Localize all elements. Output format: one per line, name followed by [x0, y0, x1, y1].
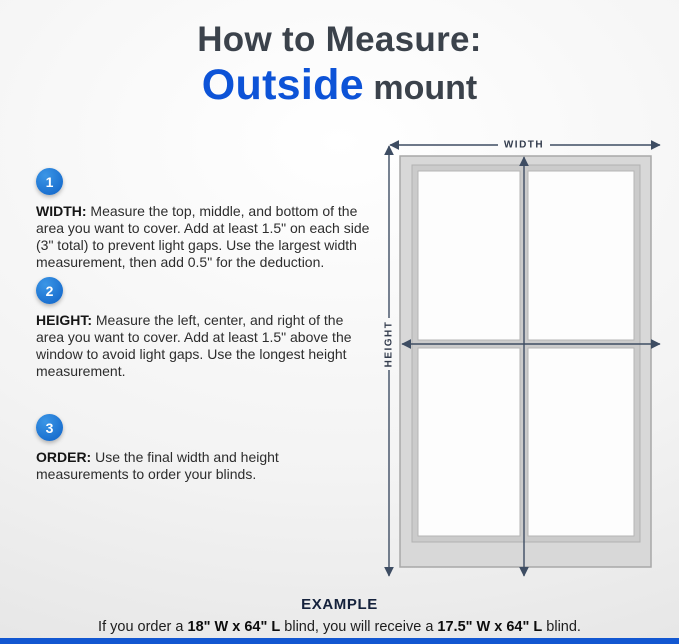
step-3-body: Use the final width and height measurements to order your blinds. [36, 449, 279, 482]
step-order [36, 414, 376, 483]
example-order-size: 18" W x 64" L [187, 619, 281, 635]
title-highlight-outside: Outside [201, 61, 364, 109]
window-pane-top-right [528, 171, 634, 340]
step-2-text [36, 312, 374, 380]
step-2-body: Measure the left, center, and right of the area you want to cover. Add at least 1.5" above the window to avoid light gaps. Use the longest height measurement. [36, 312, 352, 379]
window-pane-bottom-right [528, 348, 634, 536]
window-measurement-diagram [378, 132, 673, 594]
step-2-number-badge: 2 [36, 277, 63, 304]
step-height [36, 277, 376, 380]
example-text [0, 619, 679, 635]
page-title [0, 20, 679, 110]
step-3-text [36, 449, 374, 483]
step-1-body: Measure the top, middle, and bottom of the area you want to cover. Add at least 1.5" on each side (3" total) to prevent light gaps. Use the largest width measurement, then add 0.5" for the deduction. [36, 203, 370, 270]
title-line-1: How to Measure: [197, 20, 482, 59]
height-dimension-label: HEIGHT [383, 320, 395, 368]
width-dimension-label: WIDTH [503, 139, 545, 151]
step-3-label: ORDER: [36, 449, 92, 465]
example-prefix: If you order a [98, 619, 188, 635]
title-rest-mount: mount [363, 69, 478, 107]
window-pane-bottom-left [418, 348, 520, 536]
title-line-2 [0, 61, 679, 110]
window-pane-top-left [418, 171, 520, 340]
step-1-text [36, 203, 374, 271]
example-section [0, 596, 679, 635]
bottom-accent-bar [0, 638, 679, 644]
example-middle: blind, you will receive a [280, 619, 438, 635]
example-received-size: 17.5" W x 64" L [437, 619, 543, 635]
step-3-number-badge: 3 [36, 414, 63, 441]
step-1-label: WIDTH: [36, 203, 87, 219]
instruction-steps [36, 168, 376, 483]
step-width [36, 168, 376, 271]
step-1-number-badge: 1 [36, 168, 63, 195]
window-illustration [378, 132, 673, 594]
example-suffix: blind. [542, 619, 581, 635]
example-heading: EXAMPLE [301, 596, 378, 613]
step-2-label: HEIGHT: [36, 312, 92, 328]
